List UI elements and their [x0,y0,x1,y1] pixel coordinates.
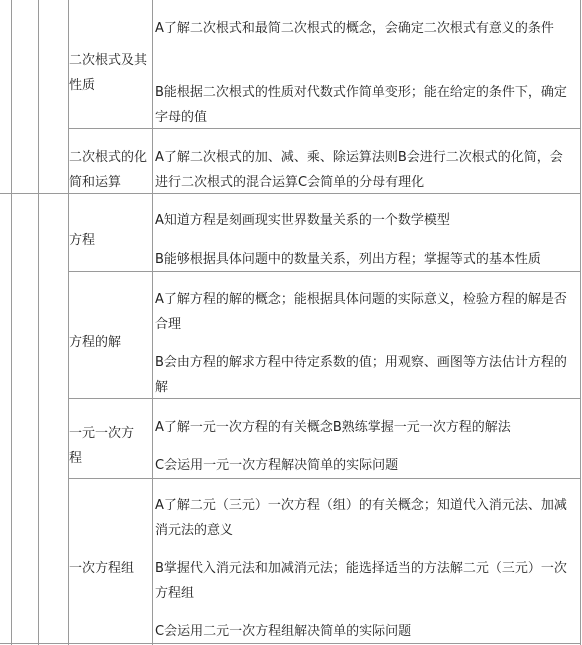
topic-cell: 二次根式的化简和运算 [69,150,148,190]
topic-cell: 方程 [69,233,96,248]
topic-cell: 方程的解 [69,335,122,350]
requirement-text: C会运用二元一次方程组解决简单的实际问题 [155,624,412,639]
requirement-text: A了解二次根式和最简二次根式的概念，会确定二次根式有意义的条件 [155,21,554,36]
col-line-1 [11,0,12,645]
requirement-text: B能够根据具体问题中的数量关系，列出方程；掌握等式的基本性质 [155,252,541,267]
requirement-text: C会运用一元一次方程解决简单的实际问题 [155,458,399,473]
requirement-text: A知道方程是刻画现实世界数量关系的一个数学模型 [155,213,450,228]
topic-cell: 二次根式及其性质 [69,53,148,93]
col-line-5 [580,0,581,645]
col-line-2 [38,0,39,645]
topic-cell: 一次方程组 [69,561,135,576]
requirement-text: B能根据二次根式的性质对代数式作简单变形；能在给定的条件下，确定字母的值 [155,85,567,125]
topic-cell: 一元一次方程 [69,426,135,466]
requirement-text: A了解二元（三元）一次方程（组）的有关概念；知道代入消元法、加减消元法的意义 [155,498,567,538]
col-line-4 [152,0,153,645]
requirement-text: A了解二次根式的加、减、乘、除运算法则B会进行二次根式的化简，会进行二次根式的混合运算C会简单的分母有理化 [155,150,563,190]
requirement-text: A了解一元一次方程的有关概念B熟练掌握一元一次方程的解法 [155,420,511,435]
requirement-text: B会由方程的解求方程中待定系数的值；用观察、画图等方法估计方程的解 [155,355,567,395]
requirement-text: A了解方程的解的概念；能根据具体问题的实际意义，检验方程的解是否合理 [155,292,567,332]
row-line-5 [68,478,580,479]
requirement-text: B掌握代入消元法和加减消元法；能选择适当的方法解二元（三元）一次方程组 [155,561,567,601]
